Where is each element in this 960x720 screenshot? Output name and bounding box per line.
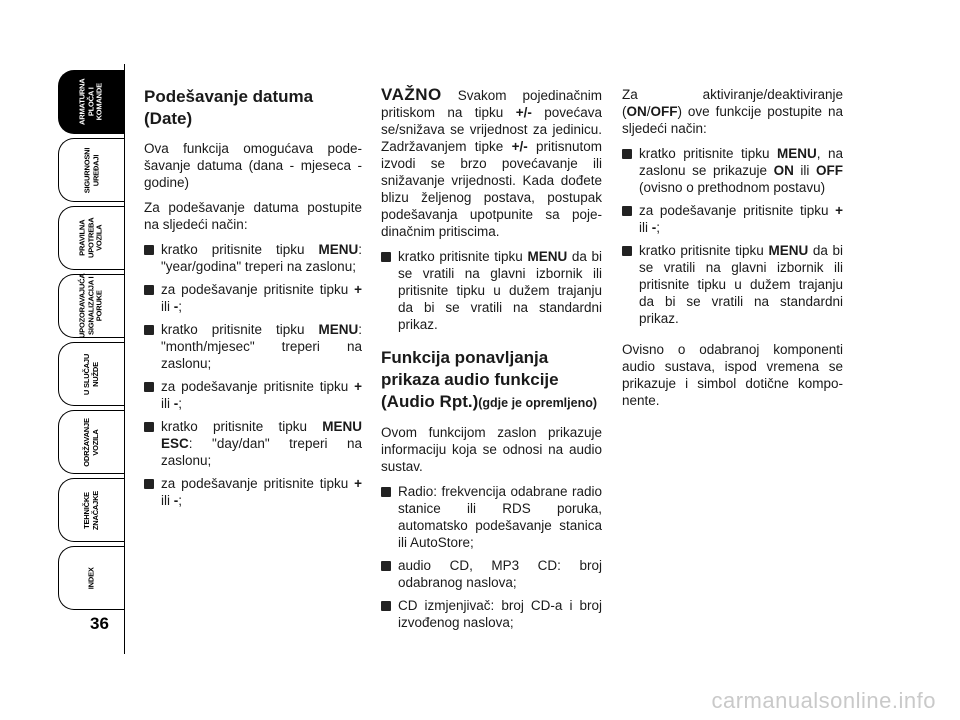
chapter-tab-label: TEHNIČKE ZNAČAJKE — [82, 490, 100, 530]
audio-info-list — [381, 483, 602, 631]
bullet-square-icon — [144, 382, 154, 392]
bullet-square-icon — [144, 325, 154, 335]
list-item: kratko pritisnite tipku MENU da bi se vratili na glavni izbornik ili pritisnite tipku u dužem trajanju da bi se vratili na standardni prikaz. — [622, 242, 843, 327]
steps-list — [622, 145, 843, 327]
list-item: CD izmjenjivač: broj CD-a i broj izvođenog naslova; — [381, 597, 602, 631]
chapter-tab[interactable] — [58, 546, 124, 610]
chapter-tab[interactable] — [58, 206, 124, 270]
list-item: za podešavanje pritisnite tipku + ili -; — [622, 202, 843, 236]
paragraph: Ovisno o odabranoj komponenti audio sustava, ispod vremena se prikazuje i simbol dotične komponente. — [622, 342, 843, 408]
list-item: za podešavanje pritisnite tipku + ili -; — [144, 475, 362, 509]
chapter-tab-label: PRAVILNA UPOTREBA VOZILA — [77, 217, 104, 259]
chapter-tab[interactable] — [58, 70, 124, 134]
paragraph: Ovom funkcijom zaslon prikazuje informaciju koja se odnosi na audio sustav. — [381, 425, 602, 474]
list-item: kratko pritisnite tipku MENU da bi se vratili na glavni izbornik ili pritisnite tipku u dužem trajanju da bi se vratili na standardni prikaz. — [381, 248, 602, 333]
list-item: kratko pritisnite tipku MENU, na zaslonu se prikazuje ON ili OFF (ovisno o prethodnom postavu) — [622, 145, 843, 196]
important-label: VAŽNO — [381, 85, 442, 104]
bullet-square-icon — [622, 149, 632, 159]
paragraph: Za aktiviranje/deaktiviranje (ON/OFF) ove funkcije postupite na sljedeći način: — [622, 87, 843, 136]
bullet-square-icon — [144, 245, 154, 255]
bullet-square-icon — [144, 285, 154, 295]
chapter-tab[interactable] — [58, 342, 124, 406]
page-number: 36 — [90, 614, 109, 633]
bullet-square-icon — [381, 601, 391, 611]
chapter-tab-label: ODRŽAVANJE VOZILA — [82, 417, 100, 467]
steps-list — [381, 248, 602, 333]
bullet-square-icon — [622, 246, 632, 256]
bullet-square-icon — [144, 479, 154, 489]
bullet-square-icon — [381, 561, 391, 571]
bullet-square-icon — [381, 487, 391, 497]
steps-list — [144, 241, 362, 509]
chapter-tab-label: ARMATURNA PLOČA I KOMANDE — [77, 78, 104, 126]
section-title-audio-repeat: Funkcija ponavljanja prikaza audio funkcije (Audio Rpt.)(gdje je opremljeno) — [381, 348, 598, 411]
bullet-square-icon — [144, 422, 154, 432]
chapter-tab[interactable] — [58, 478, 124, 542]
sidebar-rule — [124, 64, 125, 654]
paragraph: Ova funkcija omogućava podešavanje datuma (dana - mjeseca - godine) — [144, 141, 362, 190]
column-date-settings — [144, 86, 362, 517]
chapter-tab-label: SIGURNOSNI UREĐAJI — [81, 147, 100, 193]
list-item: kratko pritisnite tipku MENU: "month/mjesec" treperi na zaslonu; — [144, 321, 362, 372]
list-item: kratko pritisnite tipku MENU: "year/godina" treperi na zaslonu; — [144, 241, 362, 275]
chapter-tab[interactable] — [58, 410, 124, 474]
chapter-tab-label: U SLUČAJU NUŽDE — [82, 353, 100, 395]
chapter-tab-label: INDEX — [86, 567, 96, 589]
important-note: VAŽNO Svakom pojedinačnim pritiskom na tipku +/- povećava se/snižava se vrijednost za jedinicu. Zadržavanjem tipke +/- pritisnutom izvodi se brzo povećavanje ili snižavanje vrijednosti. Kada dođete blizu željenog postava, postupak podešavanja upotpunite sa pojedinačnim pritiscima. — [381, 85, 602, 239]
paragraph: Za podešavanje datuma postupite na sljedeći način: — [144, 200, 362, 232]
bullet-square-icon — [381, 252, 391, 262]
bullet-square-icon — [622, 206, 632, 216]
list-item: za podešavanje pritisnite tipku + ili -; — [144, 378, 362, 412]
list-item: audio CD, MP3 CD: broj odabranog naslova; — [381, 557, 602, 591]
column-activation — [622, 86, 843, 417]
chapter-tab[interactable] — [58, 138, 124, 202]
chapter-tab-label: UPOZORAVAJUĆA SIGNALIZACIJA I PORUKE — [77, 273, 104, 339]
section-title-date: Podešavanje datuma (Date) — [144, 87, 314, 128]
chapter-tab[interactable] — [58, 274, 124, 338]
watermark: carmanualsonline.info — [711, 688, 936, 713]
list-item: kratko pritisnite tipku MENU ESC: "day/dan" treperi na zaslonu; — [144, 418, 362, 469]
list-item: za podešavanje pritisnite tipku + ili -; — [144, 281, 362, 315]
list-item: Radio: frekvencija odabrane radio stanice ili RDS poruka, automatsko podešavanje stanica ili AutoStore; — [381, 483, 602, 551]
column-important — [381, 86, 602, 639]
